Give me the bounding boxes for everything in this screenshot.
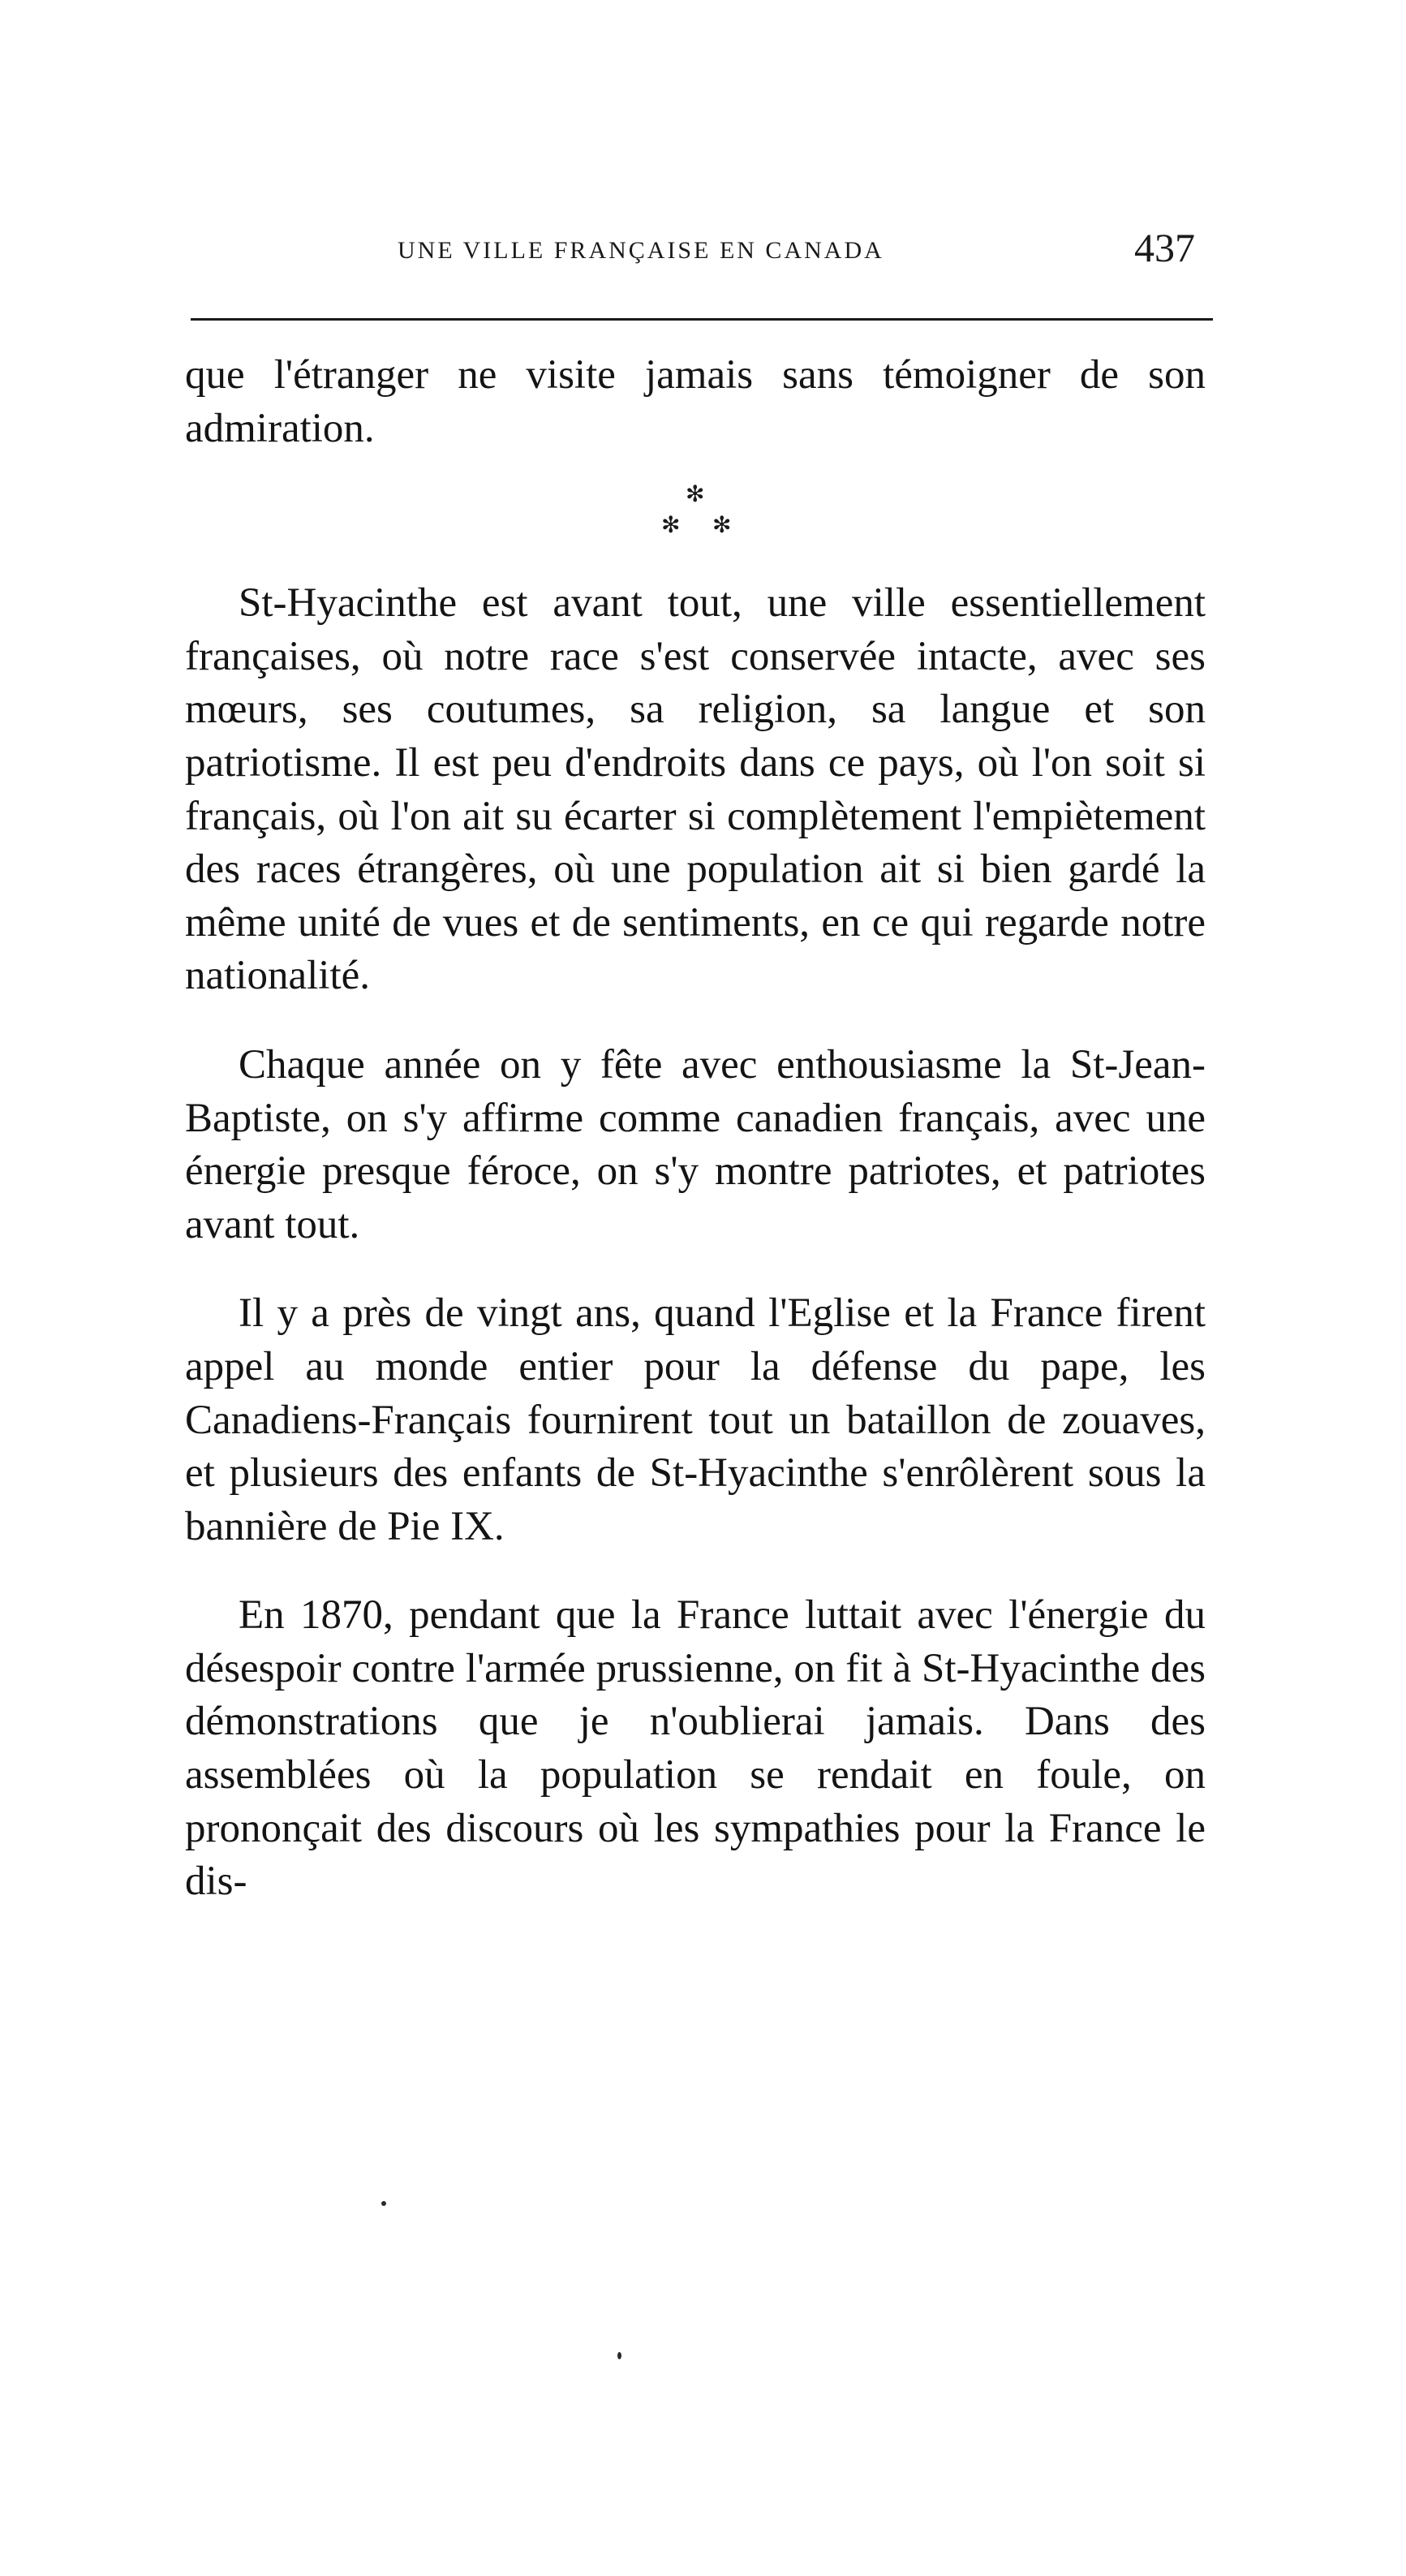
- asterism-star-icon: ✻: [686, 480, 705, 508]
- paragraph-1870: En 1870, pendant que la France luttait avec l'énergie du désespoir contre l'armée prussienne, on fit à St-Hyacinthe des démonstrations que je n'oublierai jamais. Dans des assemblées où la population se rendait en foule, on prononçait des discours où les sympathies pour la France le dis-: [185, 1592, 1206, 1905]
- running-title: UNE VILLE FRANÇAISE EN CANADA: [398, 237, 884, 264]
- paragraph-continued: que l'étranger ne visite jamais sans témoigner de son admiration.: [185, 352, 1206, 451]
- asterism-ornament: [185, 455, 1206, 577]
- asterism-star-icon: ✻: [712, 511, 732, 539]
- paragraph-st-hyacinthe: St-Hyacinthe est avant tout, une ville essentiellement françaises, où notre race s'est conservée intacte, avec ses mœurs, ses coutumes, sa religion, sa langue et son patriotisme. Il est peu d'endroits dans ce pays, où l'on soit si français, où l'on ait su écarter si complètement l'empiètement des races étrangères, où une population ait si bien gardé la même unité de vues et de sentiments, en ce qui regarde notre nationalité.: [185, 580, 1206, 999]
- paragraph-zouaves: Il y a près de vingt ans, quand l'Eglise et la France firent appel au monde entier pour la défense du pape, les Canadiens-Français fournirent tout un bataillon de zouaves, et plusieurs des enfants de St-Hyacinthe s'enrôlèrent sous la bannière de Pie IX.: [185, 1290, 1206, 1549]
- page-number: 437: [1134, 225, 1195, 270]
- print-speck: [617, 2352, 621, 2359]
- paragraph-st-jean-baptiste: Chaque année on y fête avec enthousiasme la St-Jean-Baptiste, on s'y affirme comme canadien français, avec une énergie presque féroce, on s'y montre patriotes, et patriotes avant tout.: [185, 1041, 1206, 1247]
- print-speck: [381, 2201, 386, 2206]
- header-rule: [191, 318, 1213, 321]
- body-text: [185, 349, 1206, 1909]
- asterism-star-icon: ✻: [661, 511, 681, 539]
